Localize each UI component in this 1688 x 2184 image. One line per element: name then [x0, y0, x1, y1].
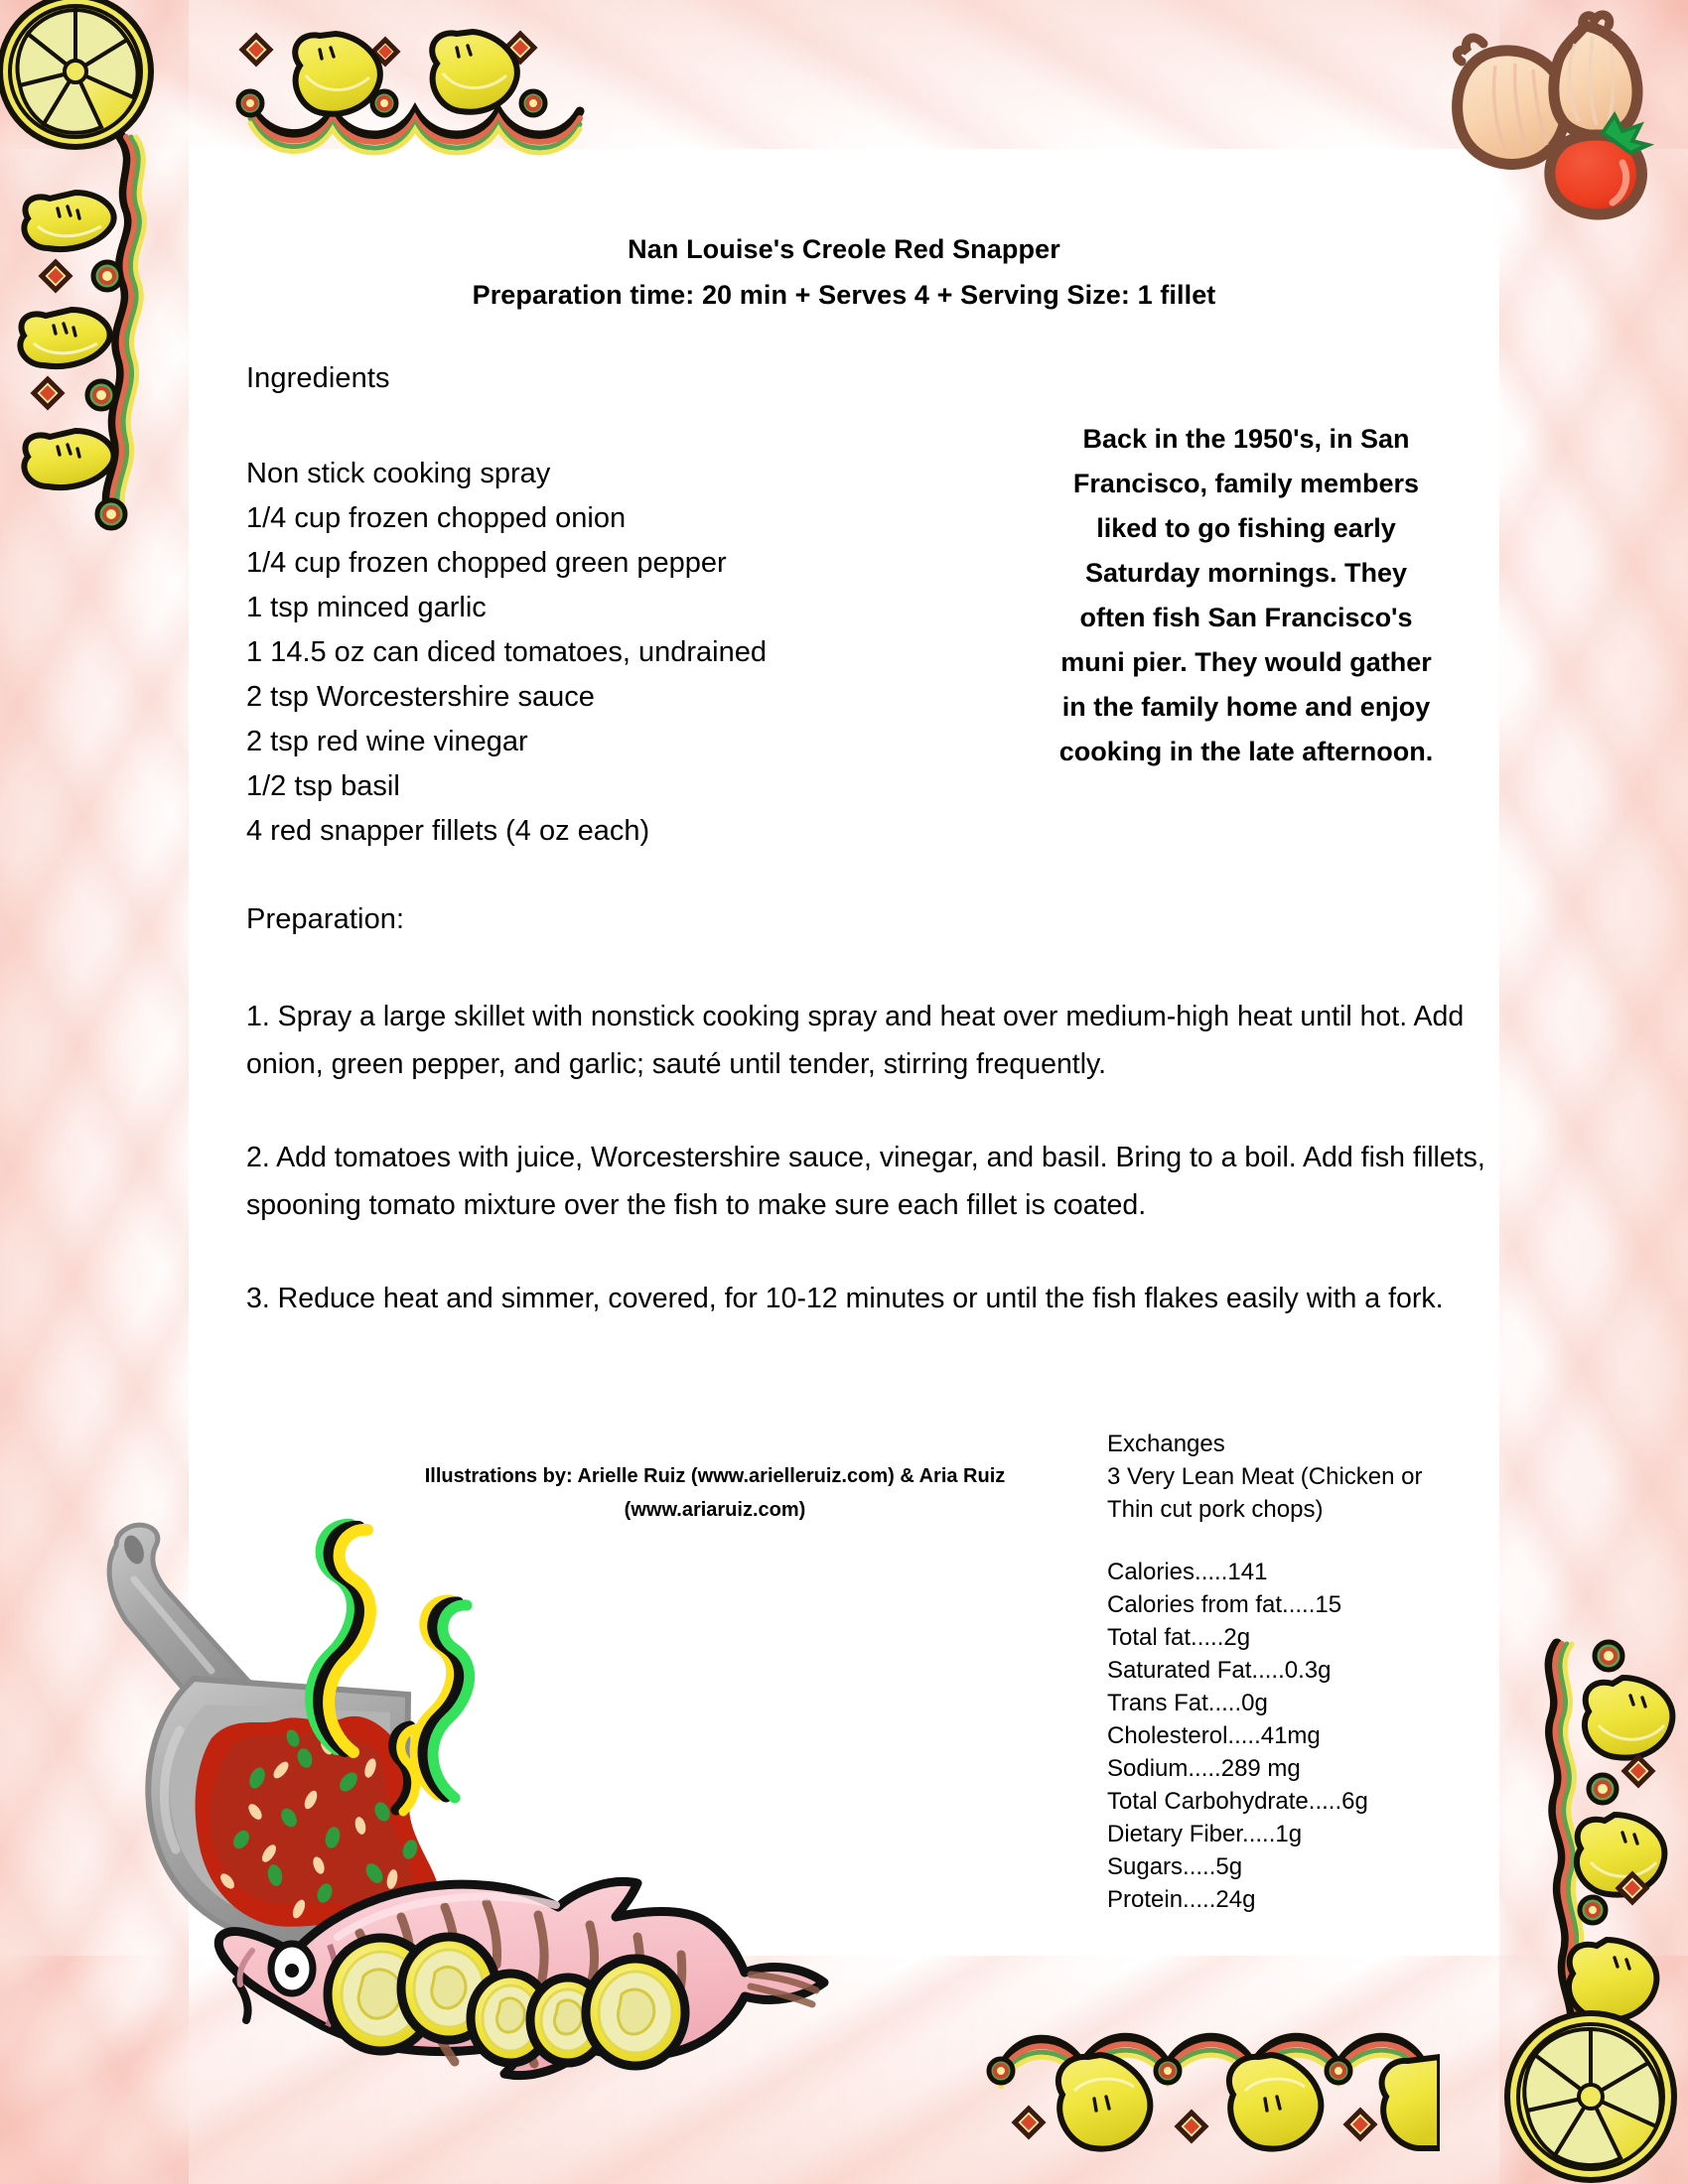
nutrition-fact: Total fat.....2g — [1107, 1624, 1251, 1651]
story-line: Back in the 1950's, in San — [1082, 424, 1410, 454]
exchanges-line: Thin cut pork chops) — [1107, 1496, 1324, 1523]
title-block — [427, 226, 1261, 318]
nutrition-fact: Total Carbohydrate.....6g — [1107, 1788, 1368, 1815]
nutrition-fact: Trans Fat.....0g — [1107, 1690, 1268, 1716]
nutrition-panel — [1107, 1428, 1524, 1916]
preparation-step: 2. Add tomatoes with juice, Worcestershire sauce, vinegar, and basil. Bring to a boil. Add fish fillets, spooning tomato mixture over the fish to make sure each fillet is coated. — [246, 1142, 1485, 1221]
list-item: 1/4 cup frozen chopped onion — [246, 502, 627, 534]
nutrition-fact: Sugars.....5g — [1107, 1853, 1243, 1880]
credit-line-1: Illustrations by: Arielle Ruiz (www.arielleruiz.com) & Aria Ruiz — [424, 1465, 1006, 1487]
page-subtitle: Preparation time: 20 min + Serves 4 + Serving Size: 1 fillet — [472, 280, 1216, 310]
family-story — [998, 417, 1494, 774]
list-item: 1/4 cup frozen chopped green pepper — [246, 547, 727, 579]
nutrition-fact: Protein.....24g — [1107, 1886, 1256, 1913]
story-line: often fish San Francisco's — [1079, 603, 1413, 632]
story-line: cooking in the late afternoon. — [1058, 737, 1434, 766]
exchanges-line: 3 Very Lean Meat (Chicken or — [1107, 1463, 1423, 1490]
nutrition-fact: Sodium.....289 mg — [1107, 1755, 1301, 1782]
ingredients-heading: Ingredients — [246, 362, 390, 394]
nutrition-fact: Calories.....141 — [1107, 1559, 1268, 1585]
preparation-steps — [246, 993, 1512, 1368]
preparation-step: 3. Reduce heat and simmer, covered, for 10-12 minutes or until the fish flakes easily with a fork. — [246, 1283, 1444, 1314]
list-item: 1 tsp minced garlic — [246, 592, 487, 623]
list-item: 1/2 tsp basil — [246, 770, 400, 802]
credit-line-2: (www.ariaruiz.com) — [624, 1499, 806, 1521]
ingredients-list — [246, 452, 921, 854]
story-line: Saturday mornings. They — [1084, 558, 1408, 588]
story-line: Francisco, family members — [1072, 469, 1420, 498]
list-item: 1 14.5 oz can diced tomatoes, undrained — [246, 636, 767, 668]
story-line: in the family home and enjoy — [1061, 692, 1431, 722]
nutrition-fact: Saturated Fat.....0.3g — [1107, 1657, 1332, 1684]
nutrition-fact: Calories from fat.....15 — [1107, 1591, 1342, 1618]
preparation-step: 1. Spray a large skillet with nonstick cooking spray and heat over medium-high heat until hot. Add onion, green pepper, and garlic; sauté until tender, stirring frequently. — [246, 1001, 1465, 1080]
list-item: Non stick cooking spray — [246, 458, 551, 489]
list-item: 2 tsp red wine vinegar — [246, 726, 528, 757]
list-item: 2 tsp Worcestershire sauce — [246, 681, 595, 713]
exchanges-heading: Exchanges — [1107, 1431, 1225, 1457]
page-title: Nan Louise's Creole Red Snapper — [628, 234, 1060, 264]
illustration-credit — [367, 1459, 1062, 1527]
list-item: 4 red snapper fillets (4 oz each) — [246, 815, 650, 847]
nutrition-fact: Cholesterol.....41mg — [1107, 1722, 1321, 1749]
preparation-heading: Preparation: — [246, 903, 405, 935]
nutrition-fact: Dietary Fiber.....1g — [1107, 1821, 1303, 1847]
story-line: liked to go fishing early — [1096, 513, 1396, 543]
story-line: muni pier. They would gather — [1060, 647, 1432, 677]
spacer — [1107, 1526, 1524, 1556]
